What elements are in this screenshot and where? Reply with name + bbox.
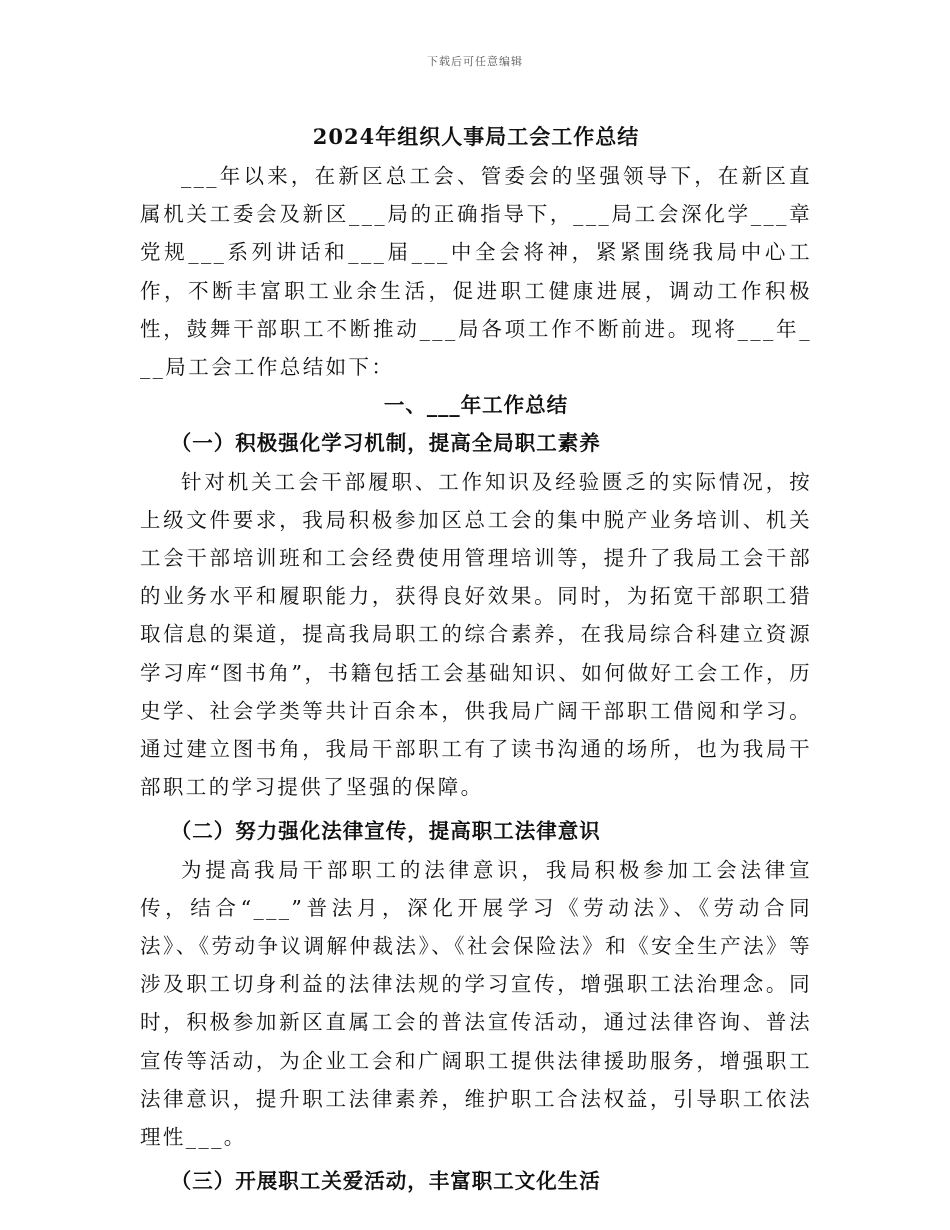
header-note: 下载后可任意编辑: [427, 55, 523, 68]
subsection-heading-1: （一）积极强化学习机制，提高全局职工素养: [170, 431, 601, 456]
subsection-body-1: 针对机关工会干部履职、工作知识及经验匮乏的实际情况，按上级文件要求，我局积极参加区总工会的集中脱产业务培训、机关工会干部培训班和工会经费使用管理培训等，提升了我局工会干部的业务水平和履职能力，获得良好效果。同时，为拓宽干部职工猎取信息的渠道，提高我局职工的综合素养，在我局综合科建立资源学习库“图书角”，书籍包括工会基础知识、如何做好工会工作，历史学、社会学类等共计百余本，供我局广阔干部职工借阅和学习。通过建立图书角，我局干部职工有了读书沟通的场所，也为我局干部职工的学习提供了坚强的保障。: [140, 469, 812, 800]
intro-paragraph: ___年以来，在新区总工会、管委会的坚强领导下，在新区直属机关工委会及新区___局的正确指导下，___局工会深化学___章党规___系列讲话和___届___中全会将神，紧紧围绕我局中心工作，不断丰富职工业余生活，促进职工健康进展，调动工作积极性，鼓舞干部职工不断推动___局各项工作不断前进。现将___年___局工会工作总结如下：: [140, 164, 812, 380]
subsection-heading-2: （二）努力强化法律宣传，提高职工法律意识: [170, 819, 601, 844]
section-heading-1: 一、___年工作总结: [383, 393, 569, 418]
document-title: 2024年组织人事局工会工作总结: [312, 124, 640, 149]
subsection-heading-3: （三）开展职工关爱活动，丰富职工文化生活: [170, 1169, 601, 1194]
subsection-body-2: 为提高我局干部职工的法律意识，我局积极参加工会法律宣传，结合“___”普法月，深化开展学习《劳动法》、《劳动合同法》、《劳动争议调解仲裁法》、《社会保险法》和《安全生产法》等涉及职工切身利益的法律法规的学习宣传，增强职工法治理念。同时，积极参加新区直属工会的普法宣传活动，通过法律咨询、普法宣传等活动，为企业工会和广阔职工提供法律援助服务，增强职工法律意识，提升职工法律素养，维护职工合法权益，引导职工依法理性___。: [140, 857, 812, 1150]
document-body: [140, 117, 812, 1200]
